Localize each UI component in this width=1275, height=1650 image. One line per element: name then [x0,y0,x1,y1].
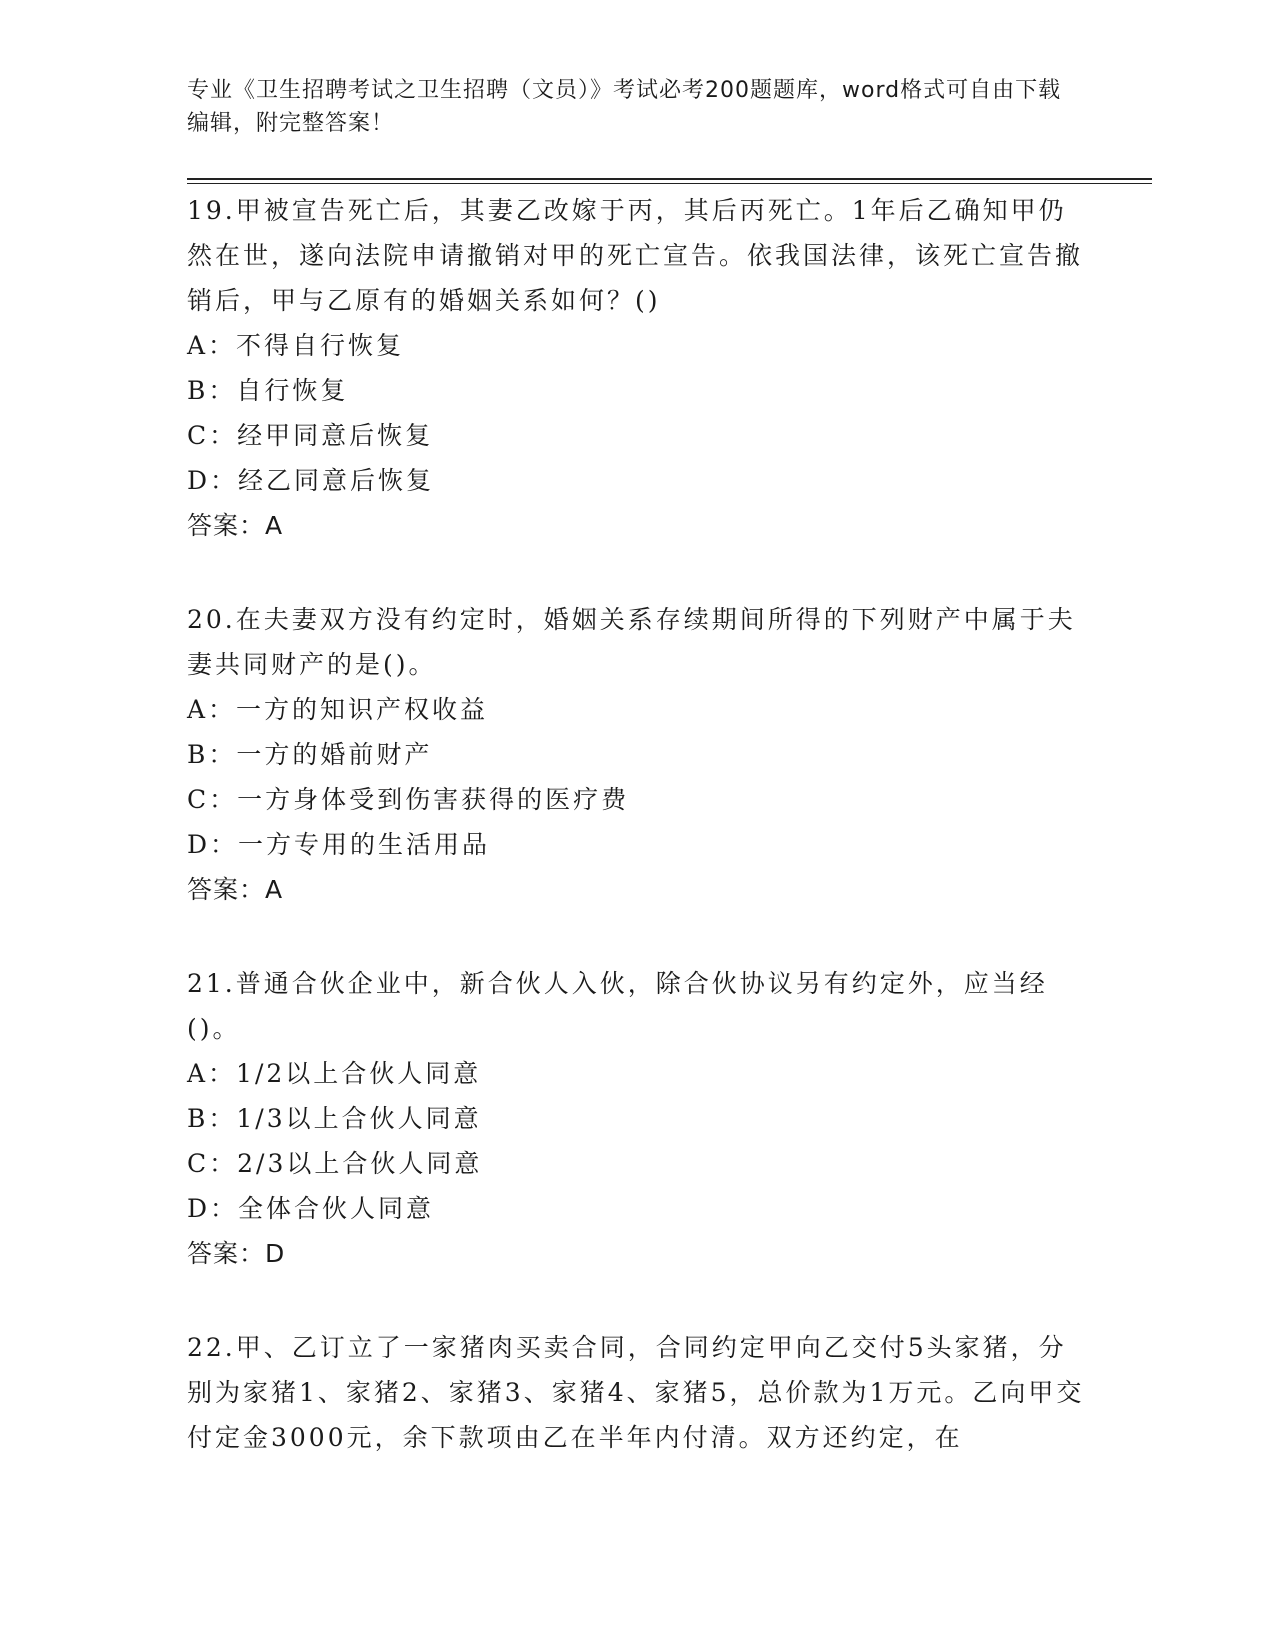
question-21 [187,961,1087,1276]
option-b: B：自行恢复 [187,376,349,405]
option-c: C：一方身体受到伤害获得的医疗费 [187,785,630,814]
document-header: 专业《卫生招聘考试之卫生招聘（文员）》考试必考200题题库，word格式可自由下载编辑，附完整答案！ [187,78,1062,136]
answer-line: 答案：A [187,875,284,904]
option-b: B：1/3以上合伙人同意 [187,1104,482,1133]
option-b: B：一方的婚前财产 [187,740,433,769]
option-c: C：经甲同意后恢复 [187,421,434,450]
question-text: 21.普通合伙企业中，新合伙人入伙，除合伙协议另有约定外，应当经()。 [187,969,1048,1043]
question-list [187,188,1087,1460]
answer-line: 答案：D [187,1239,286,1268]
header-rule-thin [187,183,1152,184]
option-c: C：2/3以上合伙人同意 [187,1149,483,1178]
question-text: 20.在夫妻双方没有约定时，婚姻关系存续期间所得的下列财产中属于夫妻共同财产的是()。 [187,605,1076,679]
option-d: D：全体合伙人同意 [187,1194,435,1223]
question-text: 19.甲被宣告死亡后，其妻乙改嫁于丙，其后丙死亡。1年后乙确知甲仍然在世，遂向法院申请撤销对甲的死亡宣告。依我国法律，该死亡宣告撤销后，甲与乙原有的婚姻关系如何？() [187,196,1084,315]
answer-line: 答案：A [187,511,284,540]
header-rule-thick [187,178,1152,180]
question-22 [187,1325,1087,1460]
question-19 [187,188,1087,548]
option-d: D：一方专用的生活用品 [187,830,491,859]
option-a: A：1/2以上合伙人同意 [187,1059,482,1088]
option-d: D：经乙同意后恢复 [187,466,435,495]
question-text: 22.甲、乙订立了一家猪肉买卖合同，合同约定甲向乙交付5头家猪，分别为家猪1、家猪2、家猪3、家猪4、家猪5，总价款为1万元。乙向甲交付定金3000元，余下款项由乙在半年内付清。双方还约定，在 [187,1333,1085,1452]
question-20 [187,597,1087,912]
option-a: A：不得自行恢复 [187,331,405,360]
option-a: A：一方的知识产权收益 [187,695,489,724]
